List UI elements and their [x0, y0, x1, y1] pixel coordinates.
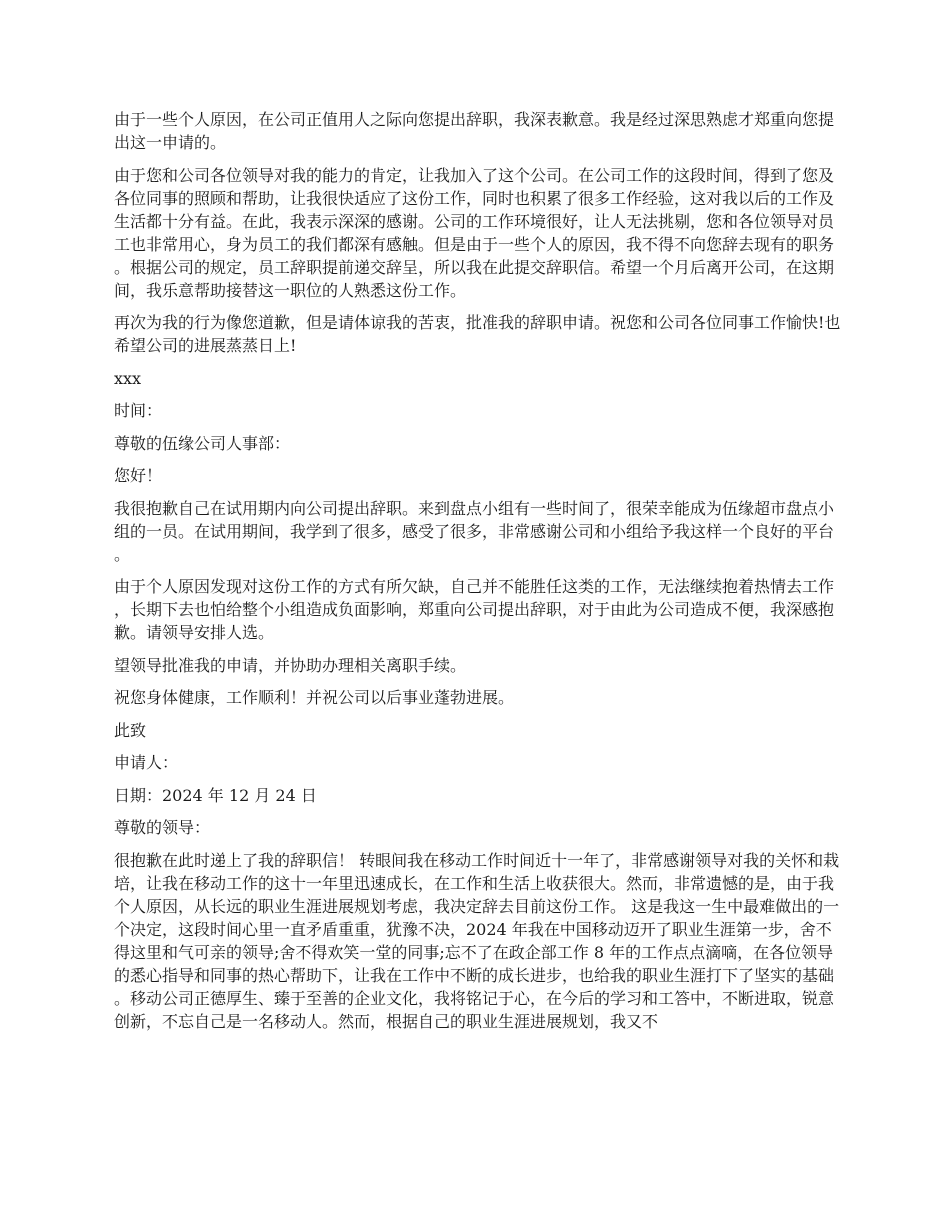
paragraph-probation: 我很抱歉自己在试用期内向公司提出辞职。来到盘点小组有一些时间了，很荣幸能成为伍缘超市盘点小组的一员。在试用期间，我学到了很多，感受了很多，非常感谢公司和小组给予我这样一个良好的平台。	[114, 498, 835, 564]
salutation-hr: 尊敬的伍缘公司人事部：	[114, 433, 291, 453]
signature-name: xxx	[114, 368, 142, 388]
date-label: 时间：	[114, 401, 163, 420]
applicant-label: 申请人：	[114, 753, 179, 772]
greeting: 您好！	[114, 466, 163, 485]
paragraph-mobile-resignation: 很抱歉在此时递上了我的辞职信！ 转眼间我在移动工作时间近十一年了，非常感谢领导对我的关怀和栽培，让我在移动工作的这十一年里迅速成长，在工作和生活上收获很大。然而，非常遗憾的是，由于我个人原因，从长远的职业生涯进展规划考虑，我决定辞去目前这份工作。 这是我这一生中最难做出的一个决定，这段时间心里一直矛盾重重，犹豫不决，2024 年我在中国移动迈开了职业生涯第一步，舍不得这里和气可亲的领导;舍不得欢笑一堂的同事;忘不了在政企部工作 8 年的工作点点滴嘀，在各位领导的悉心指导和同事的热心帮助下，让我在工作中不断的成长进步，也给我的职业生涯打下了坚实的基础。移动公司正德厚生、臻于至善的企业文化，我将铭记于心，在今后的学习和工答中，不断进取，锐意创新，不忘自己是一名移动人。然而，根据自己的职业生涯进展规划，我又不	[114, 850, 840, 1031]
salutation-leader: 尊敬的领导：	[114, 818, 211, 837]
paragraph-gratitude: 由于您和公司各位领导对我的能力的肯定，让我加入了这个公司。在公司工作的这段时间，得到了您及各位同事的照顾和帮助，让我很快适应了这份工作，同时也积累了很多工作经验，这对我以后的工作及生活都十分有益。在此，我表示深深的感谢。公司的工作环境很好，让人无法挑剔，您和各位领导对员工也非常用心，身为员工的我们都深有感触。但是由于一些个人的原因，我不得不向您辞去现有的职务。根据公司的规定，员工辞职提前递交辞呈，所以我在此提交辞职信。希望一个月后离开公司，在这期间，我乐意帮助接替这一职位的人熟悉这份工作。	[114, 165, 835, 300]
paragraph-personal-reason: 由于个人原因发现对这份工作的方式有所欠缺，自己并不能胜任这类的工作，无法继续抱着热情去工作，长期下去也怕给整个小组造成负面影响，郑重向公司提出辞职，对于由此为公司造成不便，我深感抱歉。请领导安排人选。	[114, 577, 835, 642]
paragraph-wishes: 祝您身体健康，工作顺利！并祝公司以后事业蓬勃进展。	[114, 688, 515, 707]
paragraph-apology: 再次为我的行为像您道歉，但是请体谅我的苦衷，批准我的辞职申请。祝您和公司各位同事工作愉快!也希望公司的进展蒸蒸日上!	[114, 313, 841, 355]
paragraph-request: 望领导批准我的申请，并协助办理相关离职手续。	[114, 655, 467, 675]
paragraph-resignation-reason: 由于一些个人原因，在公司正值用人之际向您提出辞职，我深表歉意。我是经过深思熟虑才郑重向您提出这一申请的。	[114, 110, 835, 152]
closing: 此致	[114, 720, 147, 740]
document-body	[114, 108, 842, 1042]
date-line: 日期：2024 年 12 月 24 日	[114, 785, 317, 805]
